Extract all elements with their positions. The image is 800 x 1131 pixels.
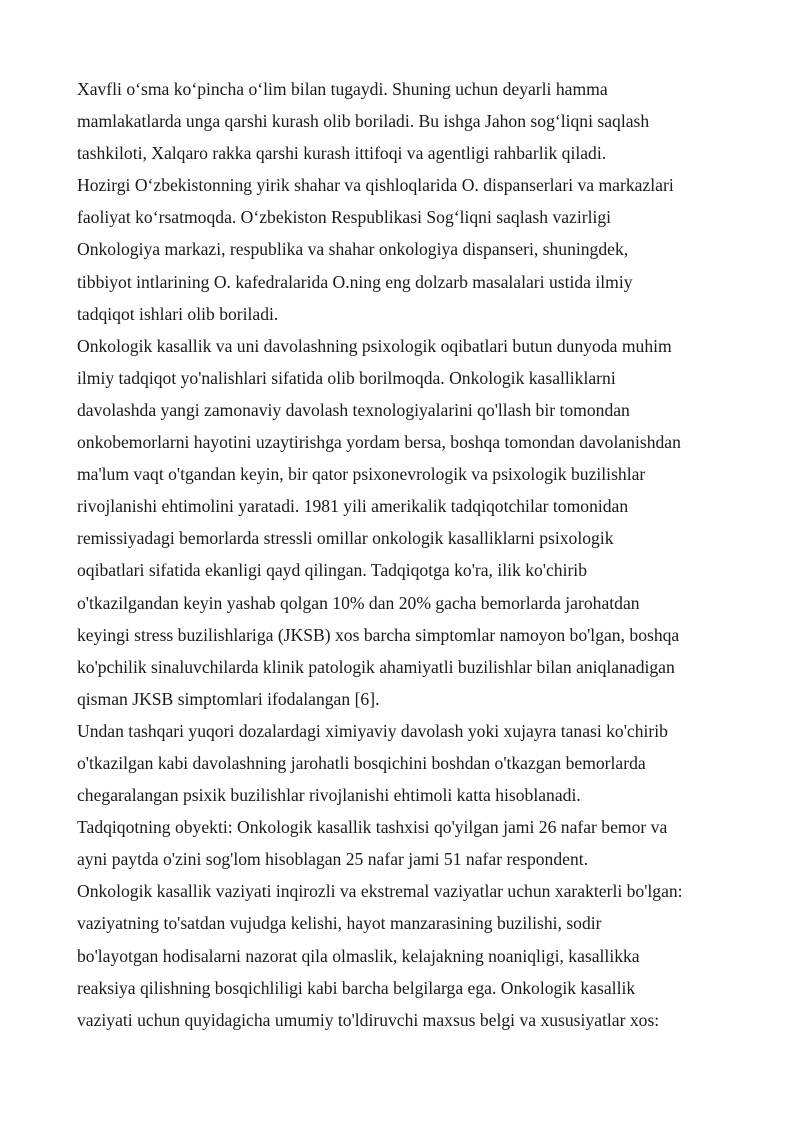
text-line: davolashda yangi zamonaviy davolash texnologiyalarini qo'llash bir tomondan (77, 399, 630, 420)
text-line: ma'lum vaqt o'tgandan keyin, bir qator psixonevrologik va psixologik buzilishlar (77, 464, 646, 485)
text-line: oqibatlari sifatida ekanligi qayd qilingan. Tadqiqotga ko'ra, ilik ko'chirib (77, 560, 587, 581)
text-line: mamlakatlarda unga qarshi kurash olib boriladi. Bu ishga Jahon sog‘liqni saqlash (77, 111, 650, 132)
text-line: Tadqiqotning obyekti: Onkologik kasallik tashxisi qo'yilgan jami 26 nafar bemor va (77, 817, 668, 838)
text-line: Onkologik kasallik vaziyati inqirozli va ekstremal vaziyatlar uchun xarakterli bo'lgan: (77, 881, 683, 902)
text-line: chegaralangan psixik buzilishlar rivojlanishi ehtimoli katta hisoblanadi. (77, 785, 581, 806)
text-line: keyingi stress buzilishlariga (JKSB) xos barcha simptomlar namoyon bo'lgan, boshqa (77, 624, 680, 645)
text-line: qisman JKSB simptomlari ifodalangan [6]. (77, 688, 380, 709)
text-line: Undan tashqari yuqori dozalardagi ximiyaviy davolash yoki xujayra tanasi ko'chirib (77, 720, 668, 741)
text-line: o'tkazilgandan keyin yashab qolgan 10% dan 20% gacha bemorlarda jarohatdan (77, 592, 640, 613)
text-line: bo'layotgan hodisalarni nazorat qila olmaslik, kelajakning noaniqligi, kasallikka (77, 945, 640, 966)
text-line: reaksiya qilishning bosqichliligi kabi barcha belgilarga ega. Onkologik kasallik (77, 977, 636, 998)
text-line: onkobemorlarni hayotini uzaytirishga yordam bersa, boshqa tomondan davolanishdan (77, 432, 681, 453)
text-line: remissiyadagi bemorlarda stressli omillar onkologik kasalliklarni psixologik (77, 528, 614, 549)
text-line: tibbiyot intlarining O. kafedralarida O.ning eng dolzarb masalalari ustida ilmiy (77, 271, 633, 292)
body-text (77, 73, 737, 1036)
text-line: Onkologiya markazi, respublika va shahar onkologiya dispanseri, shuningdek, (77, 239, 629, 260)
text-line: ilmiy tadqiqot yo'nalishlari sifatida olib borilmoqda. Onkologik kasalliklarni (77, 367, 616, 388)
text-line: o'tkazilgan kabi davolashning jarohatli bosqichini boshdan o'tkazgan bemorlarda (77, 752, 646, 773)
text-line: vaziyatning to'satdan vujudga kelishi, hayot manzarasining buzilishi, sodir (77, 913, 602, 934)
text-line: Onkologik kasallik va uni davolashning psixologik oqibatlari butun dunyoda muhim (77, 335, 672, 356)
text-line: vaziyati uchun quyidagicha umumiy to'ldiruvchi maxsus belgi va xususiyatlar xos: (77, 1009, 660, 1030)
text-line: ayni paytda o'zini sog'lom hisoblagan 25 nafar jami 51 nafar respondent. (77, 849, 589, 870)
text-line: tashkiloti, Xalqaro rakka qarshi kurash ittifoqi va agentligi rahbarlik qiladi. (77, 143, 607, 164)
text-line: tadqiqot ishlari olib boriladi. (77, 303, 279, 324)
text-line: Xavfli o‘sma ko‘pincha o‘lim bilan tugaydi. Shuning uchun deyarli hamma (77, 79, 608, 99)
text-line: ko'pchilik sinaluvchilarda klinik patologik ahamiyatli buzilishlar bilan aniqlanadigan (77, 656, 675, 677)
text-line: rivojlanishi ehtimolini yaratadi. 1981 yili amerikalik tadqiqotchilar tomonidan (77, 496, 629, 517)
text-line: faoliyat ko‘rsatmoqda. O‘zbekiston Respublikasi Sog‘liqni saqlash vazirligi (77, 207, 612, 228)
text-line: Hozirgi O‘zbekistonning yirik shahar va qishloqlarida O. dispanserlari va markazlari (77, 175, 674, 196)
